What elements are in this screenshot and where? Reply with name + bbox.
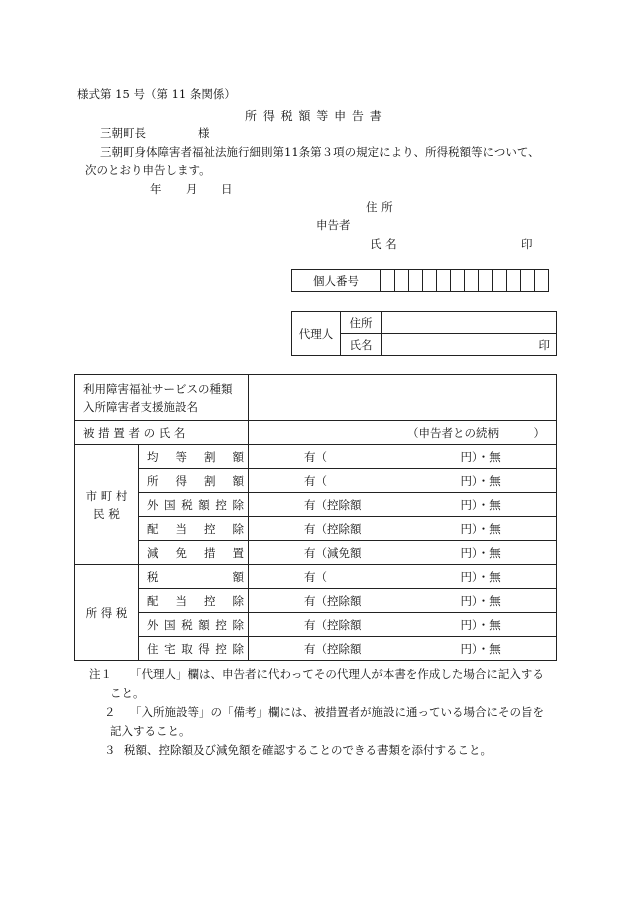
row-label-text	[147, 497, 244, 513]
label-char: 国	[164, 497, 176, 512]
label-char: 配	[147, 593, 159, 608]
row-label-text	[147, 545, 244, 561]
row-suffix: 円）・無	[460, 617, 501, 632]
row-label	[139, 469, 249, 493]
row-value[interactable]	[249, 541, 557, 565]
digit-cell[interactable]	[423, 270, 437, 292]
intro-line-2: 次のとおり申告します。	[85, 163, 211, 177]
service-type-field[interactable]	[249, 375, 557, 421]
label-char: 配	[147, 521, 159, 536]
label-char: 外	[147, 497, 159, 512]
label-char: 取	[181, 641, 193, 656]
label-char: 除	[232, 521, 244, 536]
date-day-label: 日	[221, 182, 233, 196]
label-char: 税	[181, 617, 193, 632]
label-char: 税	[181, 497, 193, 512]
digit-cell[interactable]	[465, 270, 479, 292]
label-char: 額	[232, 569, 244, 584]
row-prefix: 有（	[304, 449, 327, 464]
row-value[interactable]	[249, 637, 557, 661]
label-char: 割	[204, 473, 216, 488]
row-value[interactable]	[249, 445, 557, 469]
label-char: 国	[164, 617, 176, 632]
label-char: 控	[215, 617, 227, 632]
individual-number-table	[291, 269, 549, 292]
label-char: 当	[175, 521, 187, 536]
relation-text: （申告者との続柄 ）	[407, 425, 545, 440]
row-suffix: 円）・無	[460, 449, 501, 464]
digit-cell[interactable]	[395, 270, 409, 292]
individual-number-label: 個人番号	[292, 270, 381, 292]
label-char: 所	[147, 473, 159, 488]
label-char: 税	[147, 569, 159, 584]
row-label-text	[147, 593, 244, 609]
row-label-text	[147, 617, 244, 633]
note-2-line-2: 記入すること。	[110, 724, 191, 738]
row-label	[139, 613, 249, 637]
date-year-label: 年	[150, 182, 162, 196]
row-label	[139, 493, 249, 517]
row-label	[139, 517, 249, 541]
row-label-text	[147, 521, 244, 537]
row-prefix: 有（	[304, 569, 327, 584]
agent-table	[291, 311, 557, 356]
honorific: 様	[198, 126, 210, 140]
page-title: 所 得 税 額 等 申 告 書	[245, 109, 383, 123]
digit-cell[interactable]	[409, 270, 423, 292]
note-1-number: 注１	[89, 667, 112, 681]
row-prefix: 有（控除額	[304, 521, 362, 536]
row-label-text	[147, 641, 244, 657]
row-suffix: 円）・無	[460, 593, 501, 608]
addressee: 三朝町長	[100, 126, 146, 140]
digit-cell[interactable]	[493, 270, 507, 292]
digit-cell[interactable]	[451, 270, 465, 292]
row-prefix: 有（	[304, 473, 327, 488]
label-char: 額	[198, 617, 210, 632]
row-value[interactable]	[249, 469, 557, 493]
label-char: 免	[175, 545, 187, 560]
note-3-number: ３	[104, 743, 116, 757]
label-char: 額	[232, 473, 244, 488]
label-char: 除	[232, 497, 244, 512]
row-label-text	[147, 569, 244, 585]
service-type-label-line-1: 利用障害福祉サービスの種類	[83, 381, 233, 396]
row-prefix: 有（減免額	[304, 545, 362, 560]
note-2-number: ２	[104, 705, 116, 719]
municipal-tax-group-line-1: 市 町 村	[85, 488, 128, 503]
intro-line-1: 三朝町身体障害者福祉法施行細則第11条第３項の規定により、所得税額等について、	[100, 145, 540, 159]
person-field[interactable]	[249, 421, 557, 445]
tax-table	[74, 374, 557, 661]
agent-label: 代理人	[292, 312, 341, 356]
label-char: 除	[232, 641, 244, 656]
row-prefix: 有（控除額	[304, 617, 362, 632]
date-month-label: 月	[186, 182, 198, 196]
row-label-text	[147, 473, 244, 489]
row-label	[139, 637, 249, 661]
digit-cell[interactable]	[507, 270, 521, 292]
row-suffix: 円）・無	[460, 545, 501, 560]
municipal-tax-group	[75, 445, 139, 565]
label-char: 割	[204, 449, 216, 464]
label-char: 外	[147, 617, 159, 632]
agent-address-label: 住所	[341, 312, 382, 334]
label-char: 得	[175, 473, 187, 488]
applicant-seal: 印	[521, 237, 533, 251]
digit-cell[interactable]	[521, 270, 535, 292]
row-value[interactable]	[249, 589, 557, 613]
agent-name-label: 氏名	[341, 334, 382, 356]
person-label: 被 措 置 者 の 氏 名	[75, 421, 249, 445]
label-char: 控	[204, 593, 216, 608]
row-label	[139, 445, 249, 469]
applicant-label: 申告者	[316, 218, 351, 232]
applicant-address-label: 住 所	[366, 200, 393, 214]
row-suffix: 円）・無	[460, 569, 501, 584]
service-type-label-line-2: 入所障害者支援施設名	[83, 399, 198, 414]
label-char: 除	[232, 617, 244, 632]
income-tax-group: 所 得 税	[75, 565, 139, 661]
digit-cell[interactable]	[535, 270, 549, 292]
row-value[interactable]	[249, 613, 557, 637]
municipal-tax-group-line-2: 民 税	[93, 506, 120, 521]
label-char: 住	[147, 641, 159, 656]
label-char: 控	[215, 641, 227, 656]
row-prefix: 有（控除額	[304, 497, 362, 512]
label-char: 減	[147, 545, 159, 560]
note-1-line-1: 「代理人」欄は、申告者に代わってその代理人が本書を作成した場合に記入する	[130, 667, 544, 681]
label-char: 均	[147, 449, 159, 464]
label-char: 当	[175, 593, 187, 608]
label-char: 額	[232, 449, 244, 464]
note-3-line-1: 税額、控除額及び減免額を確認することのできる書類を添付すること。	[124, 743, 492, 757]
label-char: 除	[232, 593, 244, 608]
form-number: 様式第 15 号（第 11 条関係）	[77, 87, 236, 101]
row-prefix: 有（控除額	[304, 641, 362, 656]
service-type-label	[75, 375, 249, 421]
row-suffix: 円）・無	[460, 497, 501, 512]
row-value[interactable]	[249, 517, 557, 541]
row-value[interactable]	[249, 493, 557, 517]
row-suffix: 円）・無	[460, 521, 501, 536]
applicant-name-label: 氏 名	[370, 237, 397, 251]
row-value[interactable]	[249, 565, 557, 589]
note-1-line-2: こと。	[110, 686, 145, 700]
label-char: 措	[204, 545, 216, 560]
note-2-line-1: 「入所施設等」の「備考」欄には、被措置者が施設に通っている場合にその旨を	[130, 705, 544, 719]
agent-seal: 印	[538, 337, 550, 352]
row-label	[139, 565, 249, 589]
label-char: 置	[232, 545, 244, 560]
row-label	[139, 589, 249, 613]
agent-address-field[interactable]	[382, 312, 557, 334]
row-label	[139, 541, 249, 565]
label-char: 宅	[164, 641, 176, 656]
digit-cell[interactable]	[381, 270, 395, 292]
label-char: 額	[198, 497, 210, 512]
label-char: 控	[204, 521, 216, 536]
agent-name-field[interactable]	[382, 334, 557, 356]
row-suffix: 円）・無	[460, 641, 501, 656]
digit-cell[interactable]	[437, 270, 451, 292]
digit-cell[interactable]	[479, 270, 493, 292]
label-char: 控	[215, 497, 227, 512]
row-label-text	[147, 449, 244, 465]
label-char: 等	[175, 449, 187, 464]
row-suffix: 円）・無	[460, 473, 501, 488]
label-char: 得	[198, 641, 210, 656]
row-prefix: 有（控除額	[304, 593, 362, 608]
